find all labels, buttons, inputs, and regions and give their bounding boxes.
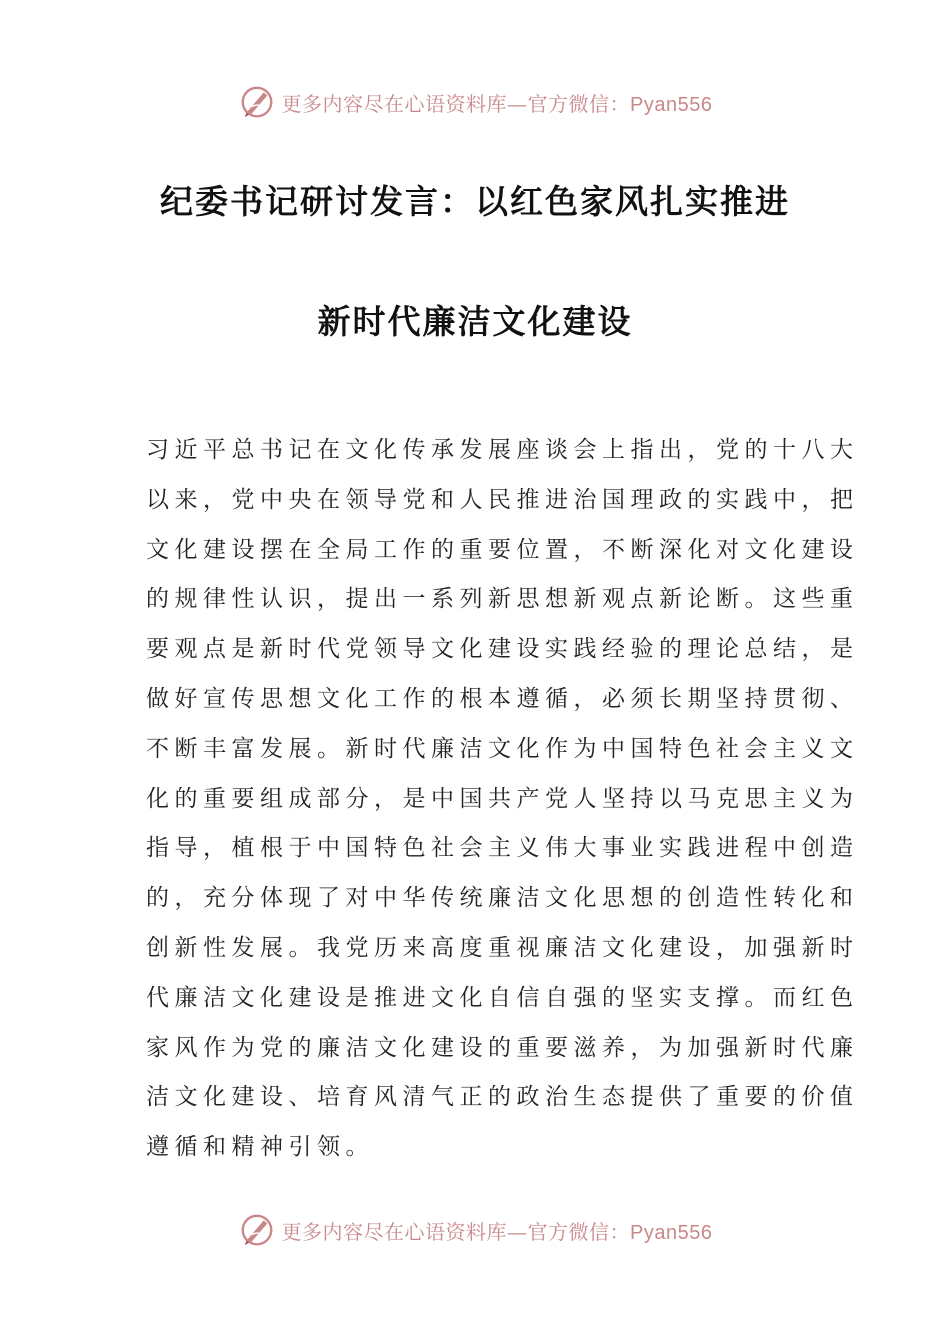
banner-text xyxy=(282,88,713,117)
banner-label: 更多内容尽在心语资料库—官方微信： xyxy=(281,91,631,116)
body-paragraph xyxy=(146,426,859,1173)
body-line: 的规律性认识，提出一系列新思想新观点新论断。这些重 xyxy=(146,586,859,613)
body-line: 习近平总书记在文化传承发展座谈会上指出，党的十八大 xyxy=(146,437,859,463)
wechat-id: Pyan556 xyxy=(630,93,713,116)
body-line: 家风作为党的廉洁文化建设的重要滋养，为加强新时代廉 xyxy=(146,1034,859,1061)
document-title-line-1: 纪委书记研讨发言：以红色家风扎实推进 xyxy=(160,182,790,221)
footer-banner xyxy=(0,1208,950,1252)
banner-label: 更多内容尽在心语资料库—官方微信： xyxy=(281,1219,631,1244)
body-line: 遵循和精神引领。 xyxy=(146,1134,374,1161)
body-line: 要观点是新时代党领导文化建设实践经验的理论总结，是 xyxy=(146,636,859,663)
body-line: 做好宣传思想文化工作的根本遵循，必须长期坚持贯彻、 xyxy=(146,685,859,712)
body-line: 创新性发展。我党历来高度重视廉洁文化建设，加强新时 xyxy=(146,934,859,961)
body-line: 指导，植根于中国特色社会主义伟大事业实践进程中创造 xyxy=(146,835,859,862)
pen-circle-logo-icon xyxy=(238,83,276,121)
document-title-line-2: 新时代廉洁文化建设 xyxy=(317,302,633,341)
body-line: 以来，党中央在领导党和人民推进治国理政的实践中，把 xyxy=(146,486,859,513)
body-line: 洁文化建设、培育风清气正的政治生态提供了重要的价值 xyxy=(146,1084,859,1111)
body-line: 化的重要组成部分，是中国共产党人坚持以马克思主义为 xyxy=(146,785,859,812)
banner-text xyxy=(282,1216,713,1245)
body-line: 文化建设摆在全局工作的重要位置，不断深化对文化建设 xyxy=(146,536,859,563)
header-banner xyxy=(0,80,950,124)
pen-circle-logo-icon xyxy=(238,1211,276,1249)
body-line: 不断丰富发展。新时代廉洁文化作为中国特色社会主义文 xyxy=(146,735,859,762)
body-line: 代廉洁文化建设是推进文化自信自强的坚实支撑。而红色 xyxy=(146,984,859,1011)
body-line: 的，充分体现了对中华传统廉洁文化思想的创造性转化和 xyxy=(146,885,859,912)
wechat-id: Pyan556 xyxy=(630,1221,713,1244)
